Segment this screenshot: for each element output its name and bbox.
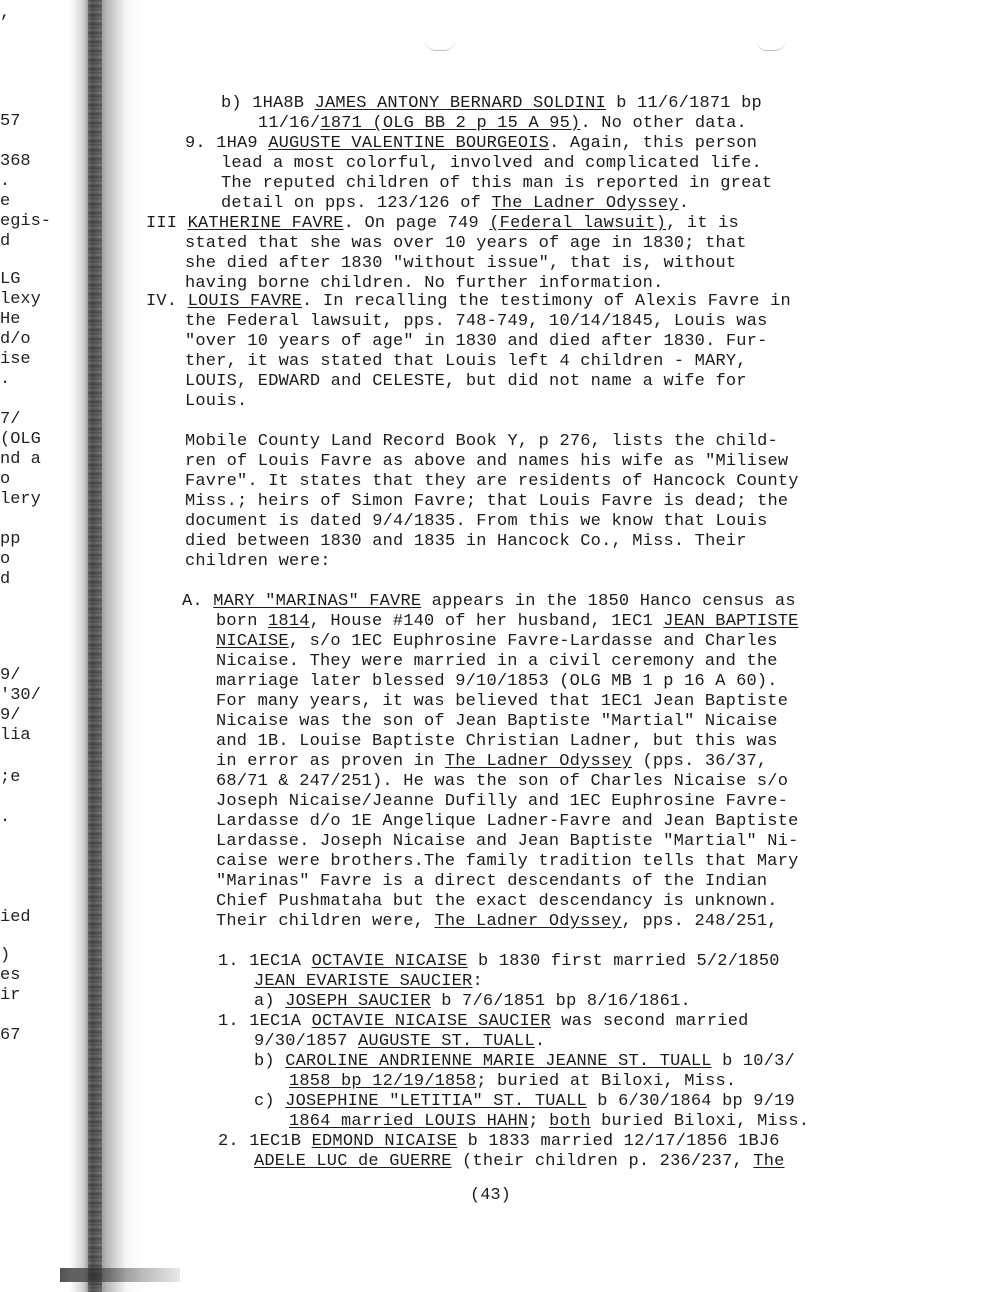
text-segment: 1. 1EC1A [218,1012,312,1031]
margin-fragment: ir [0,986,21,1005]
text-line [216,732,778,752]
text-line [185,134,757,154]
text-line [185,452,788,472]
margin-fragment: ied [0,908,31,927]
underlined-text: JOSEPHINE "LETITIA" ST. TUALL [285,1092,587,1111]
text-segment: ther, it was stated that Louis left 4 children - MARY, [185,352,747,371]
margin-fragment: , [0,4,11,23]
underlined-text: KATHERINE FAVRE [187,214,344,233]
underlined-text: LOUIS HAHN [424,1112,529,1131]
underlined-text: JOSEPH SAUCIER [285,992,431,1011]
text-segment: stated that she was over 10 years of age in 1830; that [185,234,747,253]
text-segment: buried Biloxi, Miss. [590,1112,810,1131]
text-line [216,652,778,672]
text-segment: caise were brothers.The family tradition tells that Mary [216,852,799,871]
text-segment: b 6/30/1864 bp 9/19 [586,1092,795,1111]
text-segment: 11/16/ [258,114,321,133]
text-segment: children were: [185,552,331,571]
text-segment: , it is [666,214,739,233]
underlined-text: JEAN EVARISTE SAUCIER [254,972,473,991]
text-segment: (pps. 36/37, [632,752,768,771]
text-segment: 9. 1HA9 [185,134,269,153]
text-line [218,952,780,972]
text-line [254,1032,545,1052]
text-segment: b 1833 married 12/17/1856 1BJ6 [457,1132,780,1151]
margin-fragment: (OLG [0,430,41,449]
text-line [185,492,788,512]
text-line [216,612,799,632]
text-segment: b 7/6/1851 bp 8/16/1861. [430,992,691,1011]
margin-fragment: lia [0,726,31,745]
text-line [185,432,778,452]
page-mark-right [756,40,786,51]
underlined-text: (Federal lawsuit) [489,214,667,233]
text-segment: Nicaise was the son of Jean Baptiste "Martial" Nicaise [216,712,778,731]
text-line [216,632,778,652]
underlined-text: MARY "MARINAS" FAVRE [213,592,422,611]
text-segment: (their children p. 236/237, [451,1152,754,1171]
underlined-text: ADELE LUC de GUERRE [254,1152,452,1171]
text-segment: 1. 1EC1A [218,952,312,971]
text-segment: having borne children. No further information. [185,274,664,293]
text-line [146,214,739,234]
text-segment: 68/71 & 247/251). He was the son of Charles Nicaise s/o [216,772,789,791]
text-segment: died between 1830 and 1835 in Hancock Co., Miss. Their [185,532,747,551]
text-segment: For many years, it was believed that 1EC1 Jean Baptiste [216,692,789,711]
text-segment: a) [254,992,286,1011]
text-segment: ren of Louis Favre as above and names his wife as "Milisew [185,452,789,471]
text-segment: 9/30/1857 [254,1032,359,1051]
margin-fragment: nd a [0,450,41,469]
margin-fragment: 67 [0,1026,21,1045]
text-line [185,234,747,254]
margin-fragment: 57 [0,112,21,131]
text-segment: born [216,612,269,631]
margin-fragment: es [0,966,21,985]
text-line [185,392,247,412]
margin-fragment: lexy [0,290,41,309]
text-segment: , House #140 of her husband, 1EC1 [309,612,664,631]
margin-fragment: d/o [0,330,31,349]
text-segment: Mobile County Land Record Book Y, p 276, lists the child- [185,432,778,451]
text-segment: . On page 749 [343,214,490,233]
page-mark-left [425,40,455,51]
text-line [218,1012,749,1032]
text-line [254,992,691,1012]
text-line [216,772,788,792]
text-segment: IV. [146,292,188,311]
underlined-text: NICAISE [216,632,289,651]
underlined-text: The Ladner Odyssey [444,752,633,771]
text-line [185,312,768,332]
text-line [185,552,331,572]
text-segment: and 1B. Louise Baptiste Christian Ladner, but this was [216,732,778,751]
text-segment: "over 10 years of age" in 1830 and died after 1830. Fur- [185,332,768,351]
text-segment: document is dated 9/4/1835. From this we know that Louis [185,512,768,531]
margin-fragment: . [0,370,11,389]
text-segment: b) 1HA8B [221,94,315,113]
underlined-text: OCTAVIE NICAISE SAUCIER [311,1012,551,1031]
text-line [221,194,689,214]
text-segment: ; buried at Biloxi, Miss. [476,1072,737,1091]
underlined-text: 1864 married [289,1112,425,1131]
text-segment: was second married [550,1012,749,1031]
text-line [216,752,767,772]
margin-fragment: lery [0,490,41,509]
text-segment: 2. 1EC1B [218,1132,312,1151]
margin-fragment: o [0,470,11,489]
margin-fragment: o [0,550,11,569]
text-segment: Nicaise. They were married in a civil ceremony and the [216,652,778,671]
text-line [221,94,762,114]
text-segment: . [534,1032,546,1051]
margin-fragment: ;e [0,768,21,787]
text-line [182,592,796,612]
text-segment: b 11/6/1871 bp [605,94,762,113]
underlined-text: JEAN BAPTISTE [663,612,799,631]
text-line [185,472,799,492]
margin-fragment: d [0,570,11,589]
text-line [258,114,747,134]
underlined-text: 1871 (OLG BB 2 p 15 A 95) [320,114,581,133]
text-segment: appears in the 1850 Hanco census as [421,592,796,611]
text-segment: the Federal lawsuit, pps. 748-749, 10/14/1845, Louis was [185,312,768,331]
text-line [216,832,799,852]
text-line [185,512,768,532]
text-segment: The reputed children of this man is reported in great [221,174,773,193]
scan-binding-shadow [88,0,102,1292]
margin-fragment: . [0,172,11,191]
underlined-text: The Ladner Odyssey [434,912,622,931]
text-segment: Chief Pushmataha but the exact descendancy is unknown. [216,892,778,911]
text-line [216,852,799,872]
text-line [254,1152,785,1172]
underlined-text: 1858 bp 12/19/1858 [289,1072,477,1091]
margin-fragment: He [0,310,21,329]
margin-fragment: 368 [0,152,31,171]
margin-fragment: ise [0,350,31,369]
text-line [221,154,762,174]
text-line [221,174,772,194]
scan-binding-edge [70,0,145,1292]
margin-fragment: '30/ [0,686,41,705]
text-segment: LOUIS, EDWARD and CELESTE, but did not name a wife for [185,372,747,391]
margin-fragment: egis- [0,212,52,231]
text-line [216,812,799,832]
text-segment: . In recalling the testimony of Alexis Favre in [302,292,791,311]
text-line [216,892,778,912]
text-segment: , s/o 1EC Euphrosine Favre-Lardasse and Charles [288,632,778,651]
text-segment: A. [182,592,214,611]
text-line [216,792,788,812]
margin-fragment: pp [0,530,21,549]
underlined-text: JAMES ANTONY BERNARD SOLDINI [314,94,606,113]
underlined-text: CAROLINE ANDRIENNE MARIE JEANNE ST. TUALL [285,1052,712,1071]
text-segment: b 1830 first married 5/2/1850 [467,952,780,971]
text-line [146,292,791,312]
text-segment: b) [254,1052,286,1071]
text-line [185,372,747,392]
text-line [218,1132,780,1152]
margin-fragment: . [0,808,11,827]
text-segment: b 10/3/ [711,1052,795,1071]
text-line [254,1052,795,1072]
margin-fragment: ) [0,946,11,965]
text-line [216,712,778,732]
underlined-text: AUGUSTE VALENTINE BOURGEOIS [268,134,550,153]
margin-fragment: 7/ [0,410,21,429]
underlined-text: The Ladner Odyssey [491,194,679,213]
text-line [289,1112,809,1132]
text-segment: Joseph Nicaise/Jeanne Dufilly and 1EC Euphrosine Favre- [216,792,789,811]
scan-bottom-edge [60,1268,180,1282]
text-segment: in error as proven in [216,752,445,771]
text-segment: , pps. 248/251, [621,912,778,931]
text-segment: . Again, this person [549,134,758,153]
text-segment: she died after 1830 "without issue", that is, without [185,254,737,273]
text-segment: Lardasse d/o 1E Angelique Ladner-Favre and Jean Baptiste [216,812,799,831]
text-line [216,912,778,932]
margin-fragment: LG [0,270,21,289]
margin-fragment: 9/ [0,706,21,725]
underlined-text: AUGUSTE ST. TUALL [358,1032,535,1051]
text-line [216,692,788,712]
text-line [185,332,768,352]
underlined-text: OCTAVIE NICAISE [311,952,468,971]
underlined-text: both [549,1112,591,1131]
text-line [216,872,767,892]
underlined-text: The [753,1152,785,1171]
text-segment: lead a most colorful, involved and complicated life. [221,154,762,173]
text-segment: Louis. [185,392,248,411]
text-line [216,672,778,692]
text-segment: detail on pps. 123/126 of [221,194,492,213]
underlined-text: 1814 [268,612,310,631]
text-line [185,352,747,372]
margin-fragment: e [0,192,11,211]
margin-fragment: d [0,232,11,251]
text-line [254,1092,795,1112]
text-segment: Lardasse. Joseph Nicaise and Jean Baptiste "Martial" Ni- [216,832,799,851]
text-line [254,972,483,992]
text-line [289,1072,736,1092]
text-line [185,274,663,294]
text-line [185,532,747,552]
underlined-text: EDMOND NICAISE [311,1132,458,1151]
text-segment: : [472,972,483,991]
text-line [185,254,736,274]
page-number: (43) [470,1186,511,1205]
text-segment: c) [254,1092,286,1111]
text-segment: III [146,214,188,233]
text-segment: "Marinas" Favre is a direct descendants of the Indian [216,872,768,891]
text-segment: Their children were, [216,912,435,931]
text-segment: . No other data. [580,114,747,133]
text-segment: . [678,194,690,213]
text-segment: ; [528,1112,550,1131]
text-segment: marriage later blessed 9/10/1853 (OLG MB 1 p 16 A 60). [216,672,778,691]
text-segment: Miss.; heirs of Simon Favre; that Louis Favre is dead; the [185,492,789,511]
margin-fragment: 9/ [0,666,21,685]
underlined-text: LOUIS FAVRE [187,292,303,311]
text-segment: Favre". It states that they are residents of Hancock County [185,472,799,491]
